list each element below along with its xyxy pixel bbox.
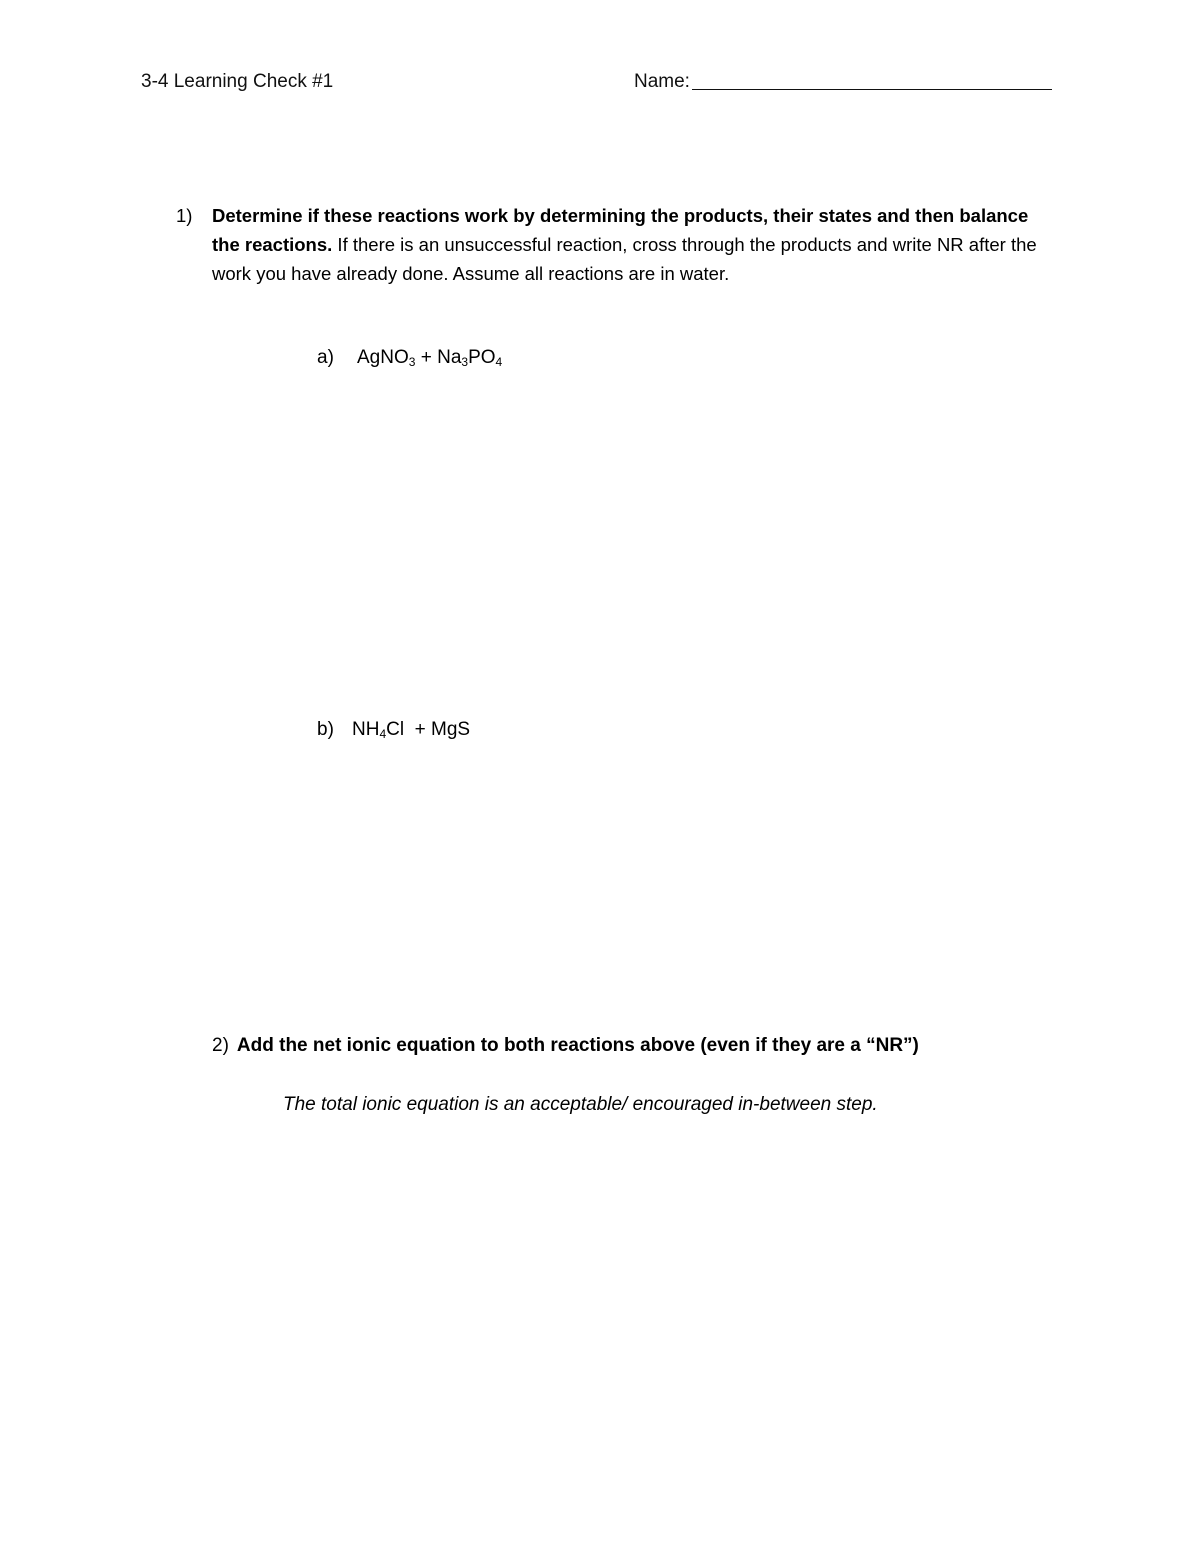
question-1-number: 1) [176,205,193,226]
name-blank-line [692,71,1052,90]
question-1 [176,201,1056,288]
reaction-b-label: b) [317,719,334,740]
reaction-b [317,719,470,741]
plus-sign: + [415,347,438,368]
name-label: Name: [634,71,690,92]
reactant-mgs: MgS [431,719,471,740]
question-2-text: Add the net ionic equation to both reactions above (even if they are a “NR”) [236,1035,919,1056]
reactant-na3po4: $Na_3PO_4$ [437,347,503,369]
plus-sign: + [404,719,432,740]
question-1-bold-instructions: Determine if these reactions work by determining the products, their states and then balance the reactions. [212,205,1029,255]
reaction-a-label: a) [317,347,334,368]
reaction-a [317,347,502,369]
reactant-nh4cl: $NH_4Cl$ [352,719,405,741]
question-2-note: The total ionic equation is an acceptable/ encouraged in-between step. [283,1094,878,1115]
question-1-instructions: If there is an unsuccessful reaction, cross through the products and write NR after the work you have already done. Assume all reactions are in water. [212,234,1037,284]
name-field [634,71,1052,93]
worksheet-title: 3-4 Learning Check #1 [141,71,334,92]
question-2-number: 2) [212,1035,229,1056]
question-1-text [212,201,1056,288]
question-2 [212,1035,919,1057]
reactant-agno3: AgNO$_3$ [357,347,416,369]
